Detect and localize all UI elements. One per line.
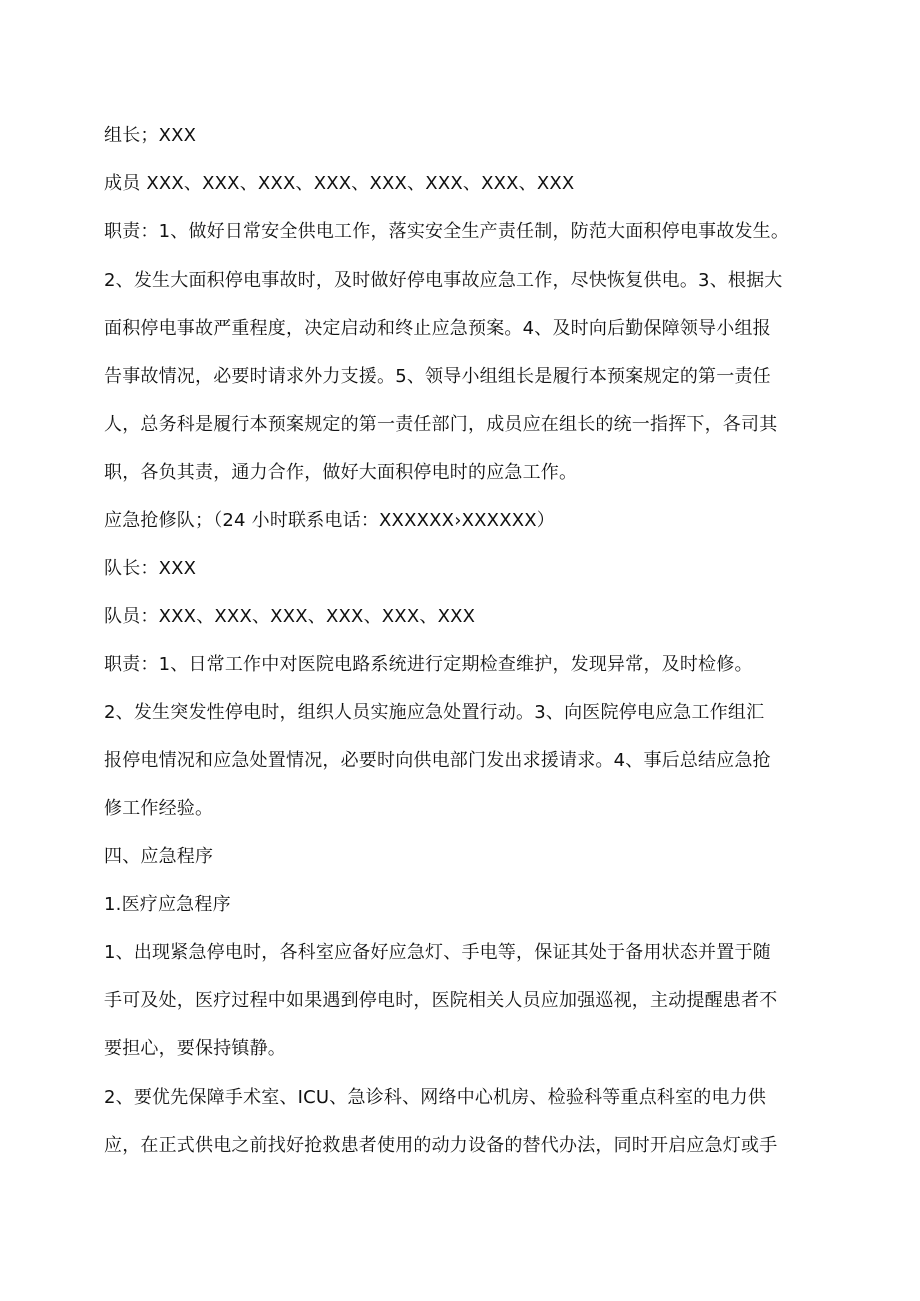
team-leader-line: 组长；XXX — [104, 125, 197, 146]
procedure-paragraph-line: 手可及处，医疗过程中如果遇到停电时，医院相关人员应加强巡视，主动提醒患者不 — [104, 990, 778, 1011]
subsection-heading: 1.医疗应急程序 — [104, 894, 231, 915]
repair-members-line: 队员：XXX、XXX、XXX、XXX、XXX、XXX — [104, 606, 476, 627]
repair-duties-line: 2、发生突发性停电时，组织人员实施应急处置行动。3、向医院停电应急工作组汇 — [104, 702, 765, 723]
repair-duties-line: 报停电情况和应急处置情况，必要时向供电部门发出求援请求。4、事后总结应急抢 — [104, 750, 771, 771]
repair-duties-line: 职责：1、日常工作中对医院电路系统进行定期检查维护，发现异常，及时检修。 — [104, 654, 753, 675]
duties-paragraph-line: 告事故情况，必要时请求外力支援。5、领导小组组长是履行本预案规定的第一责任 — [104, 366, 771, 387]
duties-paragraph-line: 面积停电事故严重程度，决定启动和终止应急预案。4、及时向后勤保障领导小组报 — [104, 318, 771, 339]
procedure-paragraph-line: 1、出现紧急停电时，各科室应备好应急灯、手电等，保证其处于备用状态并置于随 — [104, 942, 771, 963]
repair-captain-line: 队长：XXX — [104, 558, 197, 579]
procedure-paragraph-line: 应，在正式供电之前找好抢救患者使用的动力设备的替代办法，同时开启应急灯或手 — [104, 1135, 778, 1156]
duties-paragraph-line: 职，各负其责，通力合作，做好大面积停电时的应急工作。 — [104, 462, 578, 483]
section-heading: 四、应急程序 — [104, 846, 214, 867]
members-line: 成员 XXX、XXX、XXX、XXX、XXX、XXX、XXX、XXX — [104, 173, 575, 194]
duties-paragraph-line: 职责：1、做好日常安全供电工作，落实安全生产责任制，防范大面积停电事故发生。 — [104, 221, 790, 242]
procedure-paragraph-line: 要担心，要保持镇静。 — [104, 1038, 286, 1059]
procedure-paragraph-line: 2、要优先保障手术室、ICU、急诊科、网络中心机房、检验科等重点科室的电力供 — [104, 1087, 767, 1108]
duties-paragraph-line: 2、发生大面积停电事故时，及时做好停电事故应急工作，尽快恢复供电。3、根据大 — [104, 270, 783, 291]
repair-duties-line: 修工作经验。 — [104, 798, 214, 819]
repair-team-line: 应急抢修队；（24 小时联系电话：XXXXXX›XXXXXX） — [104, 510, 555, 531]
duties-paragraph-line: 人，总务科是履行本预案规定的第一责任部门，成员应在组长的统一指挥下，各司其 — [104, 414, 778, 435]
